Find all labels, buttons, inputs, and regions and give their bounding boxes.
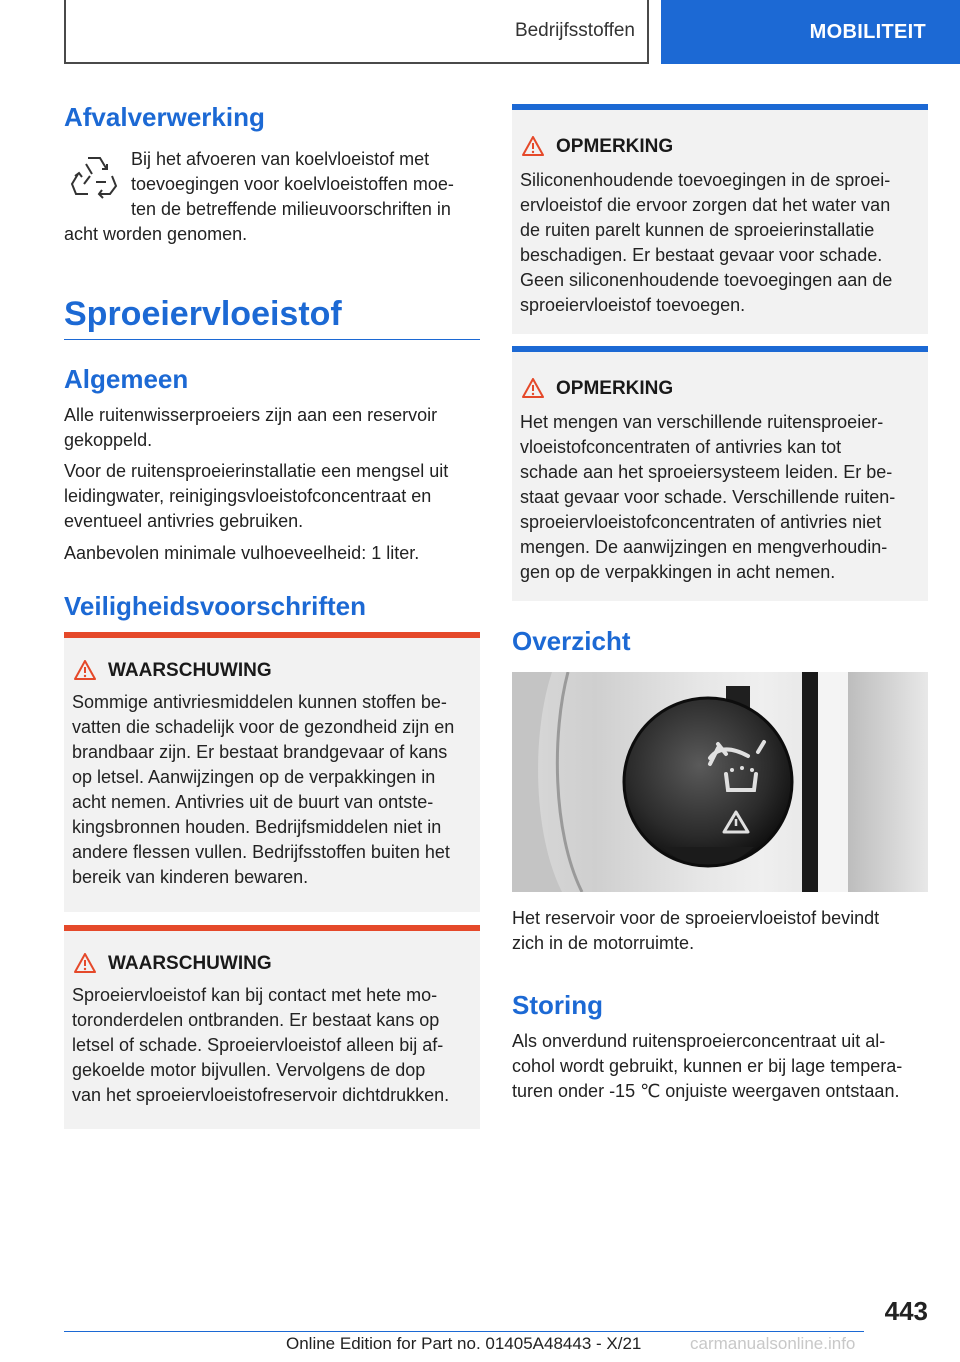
note1-line-1: Siliconenhoudende toevoegingen in de sproei- — [520, 170, 891, 190]
afval-line-3: ten de betreffende milieuvoorschriften in — [131, 199, 451, 219]
note-box-2 — [512, 346, 928, 601]
warning1-line-8: bereik van kinderen bewaren. — [72, 867, 309, 887]
note-title-1: OPMERKING — [556, 136, 674, 157]
warning2-line-5: van het sproeiervloeistofreservoir dichtdrukken. — [72, 1085, 450, 1105]
warning-triangle-icon — [522, 136, 544, 156]
warning1-line-1: Sommige antivriesmiddelen kunnen stoffen be- — [72, 692, 447, 712]
note1-line-2: ervloeistof die ervoor zorgen dat het water van — [520, 195, 891, 215]
warning1-line-4: op letsel. Aanwijzingen op de verpakkingen in — [72, 767, 436, 787]
footer-edition: Online Edition for Part no. 01405A48443 - X/21 — [286, 1334, 642, 1353]
page-number: 443 — [884, 1296, 928, 1326]
heading-veiligheidsvoorschriften: Veiligheidsvoorschriften — [64, 591, 366, 621]
afval-line-4: acht worden genomen. — [64, 224, 248, 244]
afval-line-1: Bij het afvoeren van koelvloeistof met — [131, 149, 430, 169]
warning-title-1: WAARSCHUWING — [108, 660, 272, 681]
reservoir-cap-photo — [512, 672, 928, 892]
note1-line-5: Geen siliconenhoudende toevoegingen aan de — [520, 270, 893, 290]
warning2-line-3: letsel of schade. Sproeiervloeistof alleen bij af- — [72, 1035, 444, 1055]
warning1-line-6: kingsbronnen houden. Bedrijfsmiddelen niet in — [72, 817, 442, 837]
heading-afvalverwerking: Afvalverwerking — [64, 102, 265, 132]
note2-line-3: schade aan het sproeiersysteem leiden. Er be- — [520, 462, 893, 482]
storing-line-2: cohol wordt gebruikt, kunnen er bij lage tempera- — [512, 1056, 903, 1076]
header-chapter-label: MOBILITEIT — [809, 20, 926, 43]
heading-storing: Storing — [512, 990, 603, 1020]
warning2-line-2: toronderdelen ontbranden. Er bestaat kans op — [72, 1010, 440, 1030]
note1-line-4: beschadigen. Er bestaat gevaar voor schade. — [520, 245, 883, 265]
overzicht-caption-line-2: zich in de motorruimte. — [512, 933, 695, 953]
algemeen-p3-line-1: Aanbevolen minimale vulhoeveelheid: 1 liter. — [64, 543, 420, 563]
header-section-label: Bedrijfsstoffen — [514, 20, 635, 41]
header-chapter-tab — [661, 0, 960, 64]
algemeen-p2-line-3: eventueel antivries gebruiken. — [64, 511, 304, 531]
note2-line-4: staat gevaar voor schade. Verschillende ruiten- — [520, 487, 896, 507]
warning1-line-7: andere flessen vullen. Bedrijfsstoffen buiten het — [72, 842, 450, 862]
warning-triangle-icon — [522, 378, 544, 398]
algemeen-p2-line-1: Voor de ruitensproeierinstallatie een mengsel uit — [64, 461, 449, 481]
warning1-line-2: vatten die schadelijk voor de gezondheid zijn en — [72, 717, 455, 737]
note2-line-2: vloeistofconcentraten of antivries kan tot — [520, 437, 842, 457]
footer-watermark: carmanualsonline.info — [690, 1334, 856, 1353]
algemeen-p1-line-1: Alle ruitenwisserproeiers zijn aan een reservoir — [64, 405, 438, 425]
note1-line-6: sproeiervloeistof toevoegen. — [520, 295, 746, 315]
warning1-line-3: brandbaar zijn. Er bestaat brandgevaar of kans — [72, 742, 448, 762]
heading-algemeen: Algemeen — [64, 364, 189, 394]
storing-line-3: turen onder -15 ℃ onjuiste weergaven ontstaan. — [512, 1081, 900, 1101]
heading-overzicht: Overzicht — [512, 626, 631, 656]
note1-line-3: de ruiten parelt kunnen de sproeierinstallatie — [520, 220, 875, 240]
note2-line-7: gen op de verpakkingen in acht nemen. — [520, 562, 836, 582]
footer-rule — [64, 1331, 864, 1332]
note2-line-6: mengen. De aanwijzingen en mengverhoudin- — [520, 537, 888, 557]
warning-triangle-icon — [74, 660, 96, 680]
warning-box-2 — [64, 925, 480, 1129]
note2-line-1: Het mengen van verschillende ruitensproeier- — [520, 412, 884, 432]
warning2-line-4: gekoelde motor bijvullen. Vervolgens de dop — [72, 1060, 426, 1080]
warning2-line-1: Sproeiervloeistof kan bij contact met hete mo- — [72, 985, 438, 1005]
storing-line-1: Als onverdund ruitensproeierconcentraat uit al- — [512, 1031, 886, 1051]
warning-box-1 — [64, 632, 480, 912]
note2-line-5: sproeiervloeistofconcentraten of antivries niet — [520, 512, 882, 532]
afval-line-2: toevoegingen voor koelvloeistoffen moe- — [131, 174, 454, 194]
heading-sproeiervloeistof: Sproeiervloeistof — [64, 295, 342, 333]
note-title-2: OPMERKING — [556, 378, 674, 399]
algemeen-p1-line-2: gekoppeld. — [64, 430, 153, 450]
note-box-1 — [512, 104, 928, 334]
recycle-icon — [66, 148, 122, 204]
warning1-line-5: acht nemen. Antivries uit de buurt van ontste- — [72, 792, 434, 812]
warning-title-2: WAARSCHUWING — [108, 953, 272, 974]
header-section-tab — [64, 0, 649, 64]
overzicht-caption-line-1: Het reservoir voor de sproeiervloeistof bevindt — [512, 908, 880, 928]
heading-rule — [64, 339, 480, 340]
warning-triangle-icon — [74, 953, 96, 973]
algemeen-p2-line-2: leidingwater, reinigingsvloeistofconcentraat en — [64, 486, 432, 506]
